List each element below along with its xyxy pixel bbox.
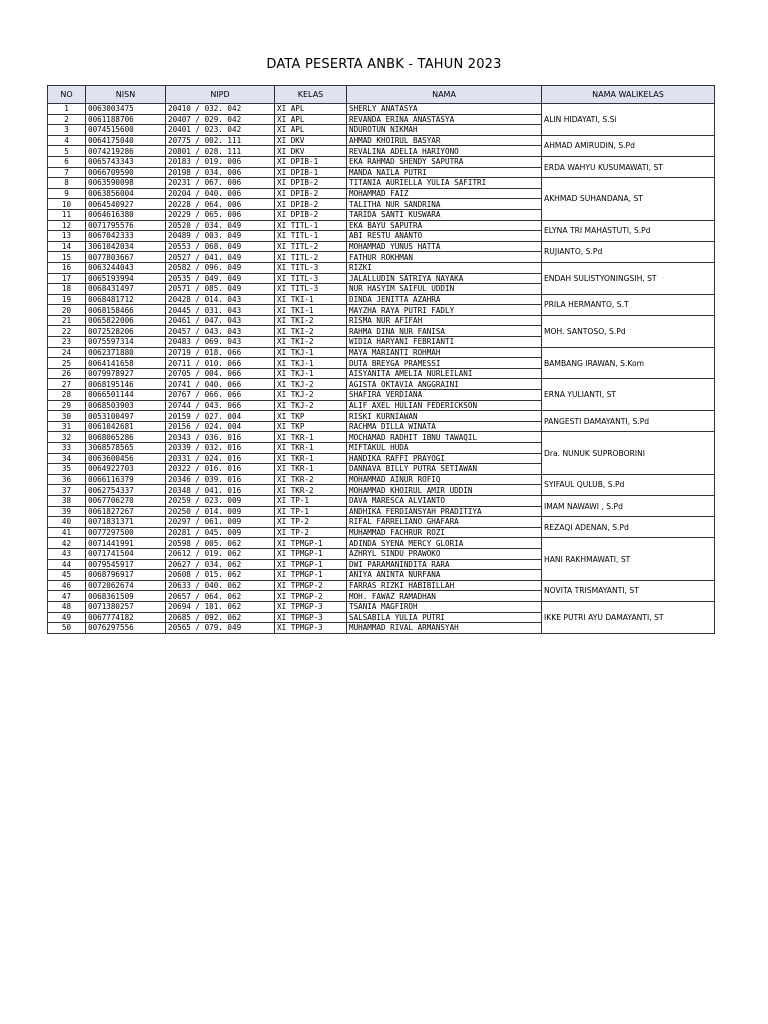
row-number: 50 bbox=[48, 623, 86, 634]
kelas-cell: XI TKI-1 bbox=[275, 305, 347, 316]
kelas-cell: XI TP-1 bbox=[275, 495, 347, 506]
nisn-cell: 0064922703 bbox=[86, 464, 166, 475]
nisn-cell: 0063244043 bbox=[86, 262, 166, 273]
nisn-cell: 0071441991 bbox=[86, 538, 166, 549]
kelas-cell: XI DPIB-2 bbox=[275, 209, 347, 220]
kelas-cell: XI TITL-3 bbox=[275, 262, 347, 273]
walikelas-cell: ALIN HIDAYATI, S.Si bbox=[542, 104, 715, 136]
row-number: 10 bbox=[48, 199, 86, 210]
nipd-cell: 20339 / 032. 016 bbox=[166, 443, 275, 454]
nisn-cell: 0067706270 bbox=[86, 495, 166, 506]
nama-cell: RISKI KURNIAWAN bbox=[347, 411, 542, 422]
row-number: 25 bbox=[48, 358, 86, 369]
row-number: 15 bbox=[48, 252, 86, 263]
kelas-cell: XI DKV bbox=[275, 135, 347, 146]
header-walikelas: NAMA WALIKELAS bbox=[542, 86, 715, 104]
nisn-cell: 0061827267 bbox=[86, 506, 166, 517]
row-number: 4 bbox=[48, 135, 86, 146]
walikelas-cell: ERNA YULIANTI, ST bbox=[542, 379, 715, 411]
nama-cell: HANDIKA RAFFI PRAYOGI bbox=[347, 453, 542, 464]
table-row bbox=[48, 580, 715, 591]
nipd-cell: 20297 / 061. 009 bbox=[166, 517, 275, 528]
kelas-cell: XI TITL-2 bbox=[275, 252, 347, 263]
nama-cell: DAVA MARESCA ALVIANTO bbox=[347, 495, 542, 506]
table-body bbox=[48, 104, 715, 634]
nama-cell: MIFTAKUL HUDA bbox=[347, 443, 542, 454]
nama-cell: TSANIA MAGFIROH bbox=[347, 601, 542, 612]
kelas-cell: XI TKJ-2 bbox=[275, 390, 347, 401]
row-number: 35 bbox=[48, 464, 86, 475]
walikelas-cell: RUJIANTO, S.Pd bbox=[542, 241, 715, 262]
nisn-cell: 0071795576 bbox=[86, 220, 166, 231]
nisn-cell: 0072528206 bbox=[86, 326, 166, 337]
nisn-cell: 0064175040 bbox=[86, 135, 166, 146]
row-number: 3 bbox=[48, 125, 86, 136]
nipd-cell: 20520 / 034. 049 bbox=[166, 220, 275, 231]
nipd-cell: 20608 / 015. 062 bbox=[166, 570, 275, 581]
nisn-cell: 0068065286 bbox=[86, 432, 166, 443]
walikelas-cell: SYIFAUL QULUB, S.Pd bbox=[542, 474, 715, 495]
header-nisn: NISN bbox=[86, 86, 166, 104]
nisn-cell: 0072062674 bbox=[86, 580, 166, 591]
kelas-cell: XI TKI-1 bbox=[275, 294, 347, 305]
nipd-cell: 20582 / 096. 049 bbox=[166, 262, 275, 273]
row-number: 42 bbox=[48, 538, 86, 549]
nipd-cell: 20348 / 041. 016 bbox=[166, 485, 275, 496]
row-number: 23 bbox=[48, 337, 86, 348]
nisn-cell: 0061042681 bbox=[86, 421, 166, 432]
nipd-cell: 20231 / 067. 006 bbox=[166, 178, 275, 189]
kelas-cell: XI TKJ-2 bbox=[275, 400, 347, 411]
nama-cell: RAHMA DINA NUR FANISA bbox=[347, 326, 542, 337]
row-number: 22 bbox=[48, 326, 86, 337]
nisn-cell: 0064616380 bbox=[86, 209, 166, 220]
nama-cell: TITANIA AURIELLA YULIA SAFITRI bbox=[347, 178, 542, 189]
kelas-cell: XI TP-1 bbox=[275, 506, 347, 517]
table-row bbox=[48, 538, 715, 549]
kelas-cell: XI TITL-3 bbox=[275, 273, 347, 284]
nipd-cell: 20612 / 019. 062 bbox=[166, 548, 275, 559]
row-number: 37 bbox=[48, 485, 86, 496]
row-number: 26 bbox=[48, 368, 86, 379]
kelas-cell: XI DPIB-2 bbox=[275, 199, 347, 210]
table-row bbox=[48, 474, 715, 485]
kelas-cell: XI TKR-1 bbox=[275, 443, 347, 454]
nisn-cell: 0065822006 bbox=[86, 315, 166, 326]
nama-cell: RISMA NUR AFIFAH bbox=[347, 315, 542, 326]
page-title: DATA PESERTA ANBK - TAHUN 2023 bbox=[266, 57, 502, 72]
nipd-cell: 20711 / 010. 066 bbox=[166, 358, 275, 369]
header-kelas: KELAS bbox=[275, 86, 347, 104]
kelas-cell: XI TKR-1 bbox=[275, 432, 347, 443]
participant-table bbox=[47, 85, 715, 634]
nisn-cell: 0075597314 bbox=[86, 337, 166, 348]
kelas-cell: XI APL bbox=[275, 125, 347, 136]
row-number: 18 bbox=[48, 284, 86, 295]
row-number: 21 bbox=[48, 315, 86, 326]
nama-cell: DWI PARAMANINDITA RARA bbox=[347, 559, 542, 570]
row-number: 19 bbox=[48, 294, 86, 305]
nama-cell: MOCHAMAD RADHIT IBNU TAWAQIL bbox=[347, 432, 542, 443]
nama-cell: RIZKI bbox=[347, 262, 542, 273]
nama-cell: AHMAD KHOIRUL BASYAR bbox=[347, 135, 542, 146]
kelas-cell: XI TPMGP-1 bbox=[275, 570, 347, 581]
nipd-cell: 20553 / 068. 049 bbox=[166, 241, 275, 252]
row-number: 30 bbox=[48, 411, 86, 422]
nisn-cell: 0066501144 bbox=[86, 390, 166, 401]
walikelas-cell: AHMAD AMIRUDIN, S.Pd bbox=[542, 135, 715, 156]
nipd-cell: 20183 / 019. 006 bbox=[166, 156, 275, 167]
nisn-cell: 0079978927 bbox=[86, 368, 166, 379]
nisn-cell: 0066116379 bbox=[86, 474, 166, 485]
kelas-cell: XI TPMGP-1 bbox=[275, 538, 347, 549]
row-number: 9 bbox=[48, 188, 86, 199]
nipd-cell: 20565 / 079. 049 bbox=[166, 623, 275, 634]
table-row bbox=[48, 495, 715, 506]
kelas-cell: XI DPIB-2 bbox=[275, 188, 347, 199]
nipd-cell: 20457 / 043. 043 bbox=[166, 326, 275, 337]
nama-cell: MAYA MARIANTI ROHMAH bbox=[347, 347, 542, 358]
nisn-cell: 0068195146 bbox=[86, 379, 166, 390]
nisn-cell: 0068796917 bbox=[86, 570, 166, 581]
row-number: 16 bbox=[48, 262, 86, 273]
nama-cell: AGISTA OKTAVIA ANGGRAINI bbox=[347, 379, 542, 390]
table-row bbox=[48, 178, 715, 189]
row-number: 34 bbox=[48, 453, 86, 464]
table-row bbox=[48, 241, 715, 252]
kelas-cell: XI TKR-2 bbox=[275, 474, 347, 485]
kelas-cell: XI TP-2 bbox=[275, 527, 347, 538]
table-row bbox=[48, 220, 715, 231]
nisn-cell: 0068503903 bbox=[86, 400, 166, 411]
nisn-cell: 0064141658 bbox=[86, 358, 166, 369]
nipd-cell: 20775 / 002. 111 bbox=[166, 135, 275, 146]
nipd-cell: 20483 / 069. 043 bbox=[166, 337, 275, 348]
header-nama: NAMA bbox=[347, 86, 542, 104]
kelas-cell: XI TKR-1 bbox=[275, 453, 347, 464]
row-number: 1 bbox=[48, 104, 86, 115]
nama-cell: FATHUR ROKHMAN bbox=[347, 252, 542, 263]
row-number: 29 bbox=[48, 400, 86, 411]
nipd-cell: 20657 / 064. 062 bbox=[166, 591, 275, 602]
nipd-cell: 20445 / 031. 043 bbox=[166, 305, 275, 316]
row-number: 47 bbox=[48, 591, 86, 602]
kelas-cell: XI TKR-1 bbox=[275, 464, 347, 475]
nama-cell: MOHAMMAD YUNUS HATTA bbox=[347, 241, 542, 252]
nipd-cell: 20685 / 092. 062 bbox=[166, 612, 275, 623]
kelas-cell: XI DPIB-1 bbox=[275, 156, 347, 167]
walikelas-cell: PRILA HERMANTO, S.T bbox=[542, 294, 715, 315]
row-number: 45 bbox=[48, 570, 86, 581]
row-number: 17 bbox=[48, 273, 86, 284]
nama-cell: NUR HASYIM SAIFUL UDDIN bbox=[347, 284, 542, 295]
table-row bbox=[48, 379, 715, 390]
row-number: 41 bbox=[48, 527, 86, 538]
nipd-cell: 20741 / 040. 066 bbox=[166, 379, 275, 390]
nama-cell: JALALLUDIN SATRIYA NAYAKA bbox=[347, 273, 542, 284]
nisn-cell: 0077297500 bbox=[86, 527, 166, 538]
row-number: 6 bbox=[48, 156, 86, 167]
row-number: 48 bbox=[48, 601, 86, 612]
row-number: 24 bbox=[48, 347, 86, 358]
nisn-cell: 3068578565 bbox=[86, 443, 166, 454]
nama-cell: ABI RESTU ANANTO bbox=[347, 231, 542, 242]
nisn-cell: 0063600456 bbox=[86, 453, 166, 464]
nama-cell: SHAFIRA VERDIANA bbox=[347, 390, 542, 401]
nisn-cell: 0061188706 bbox=[86, 114, 166, 125]
kelas-cell: XI DKV bbox=[275, 146, 347, 157]
nipd-cell: 20461 / 047. 043 bbox=[166, 315, 275, 326]
nisn-cell: 3061042034 bbox=[86, 241, 166, 252]
nipd-cell: 20571 / 085. 049 bbox=[166, 284, 275, 295]
nisn-cell: 0065193994 bbox=[86, 273, 166, 284]
nama-cell: TALITHA NUR SANDRINA bbox=[347, 199, 542, 210]
row-number: 32 bbox=[48, 432, 86, 443]
nisn-cell: 0063856004 bbox=[86, 188, 166, 199]
row-number: 31 bbox=[48, 421, 86, 432]
walikelas-cell: MOH. SANTOSO, S.Pd bbox=[542, 315, 715, 347]
nisn-cell: 0076297556 bbox=[86, 623, 166, 634]
nipd-cell: 20744 / 043. 066 bbox=[166, 400, 275, 411]
nipd-cell: 20204 / 040. 006 bbox=[166, 188, 275, 199]
row-number: 43 bbox=[48, 548, 86, 559]
kelas-cell: XI TKP bbox=[275, 411, 347, 422]
nipd-cell: 20322 / 016. 016 bbox=[166, 464, 275, 475]
nisn-cell: 0068361509 bbox=[86, 591, 166, 602]
nama-cell: AISYANITA AMELIA NURLEILANI bbox=[347, 368, 542, 379]
row-number: 28 bbox=[48, 390, 86, 401]
kelas-cell: XI TITL-1 bbox=[275, 220, 347, 231]
kelas-cell: XI TKJ-2 bbox=[275, 379, 347, 390]
row-number: 46 bbox=[48, 580, 86, 591]
nama-cell: MOHAMMAD FAIZ bbox=[347, 188, 542, 199]
nama-cell: SHERLY ANATASYA bbox=[347, 104, 542, 115]
kelas-cell: XI TKI-2 bbox=[275, 326, 347, 337]
nisn-cell: 0068481712 bbox=[86, 294, 166, 305]
kelas-cell: XI DPIB-1 bbox=[275, 167, 347, 178]
nisn-cell: 0067774182 bbox=[86, 612, 166, 623]
nama-cell: NDUROTUN NIKMAH bbox=[347, 125, 542, 136]
nipd-cell: 20331 / 024. 016 bbox=[166, 453, 275, 464]
nisn-cell: 0071741504 bbox=[86, 548, 166, 559]
nama-cell: ADINDA SYENA MERCY GLORIA bbox=[347, 538, 542, 549]
row-number: 44 bbox=[48, 559, 86, 570]
table-row bbox=[48, 294, 715, 305]
table-row bbox=[48, 601, 715, 612]
nama-cell: RACHMA DILLA WINATA bbox=[347, 421, 542, 432]
kelas-cell: XI TITL-3 bbox=[275, 284, 347, 295]
nisn-cell: 0077803667 bbox=[86, 252, 166, 263]
walikelas-cell: BAMBANG IRAWAN, S.Kom bbox=[542, 347, 715, 379]
nipd-cell: 20228 / 064. 006 bbox=[166, 199, 275, 210]
nipd-cell: 20159 / 027. 004 bbox=[166, 411, 275, 422]
walikelas-cell: ELYNA TRI MAHASTUTI, S.Pd bbox=[542, 220, 715, 241]
nipd-cell: 20428 / 014. 043 bbox=[166, 294, 275, 305]
nipd-cell: 20343 / 036. 016 bbox=[166, 432, 275, 443]
nipd-cell: 20627 / 034. 062 bbox=[166, 559, 275, 570]
row-number: 38 bbox=[48, 495, 86, 506]
nipd-cell: 20598 / 005. 062 bbox=[166, 538, 275, 549]
nisn-cell: 0062371880 bbox=[86, 347, 166, 358]
kelas-cell: XI TKR-2 bbox=[275, 485, 347, 496]
kelas-cell: XI APL bbox=[275, 104, 347, 115]
row-number: 13 bbox=[48, 231, 86, 242]
row-number: 12 bbox=[48, 220, 86, 231]
walikelas-cell: REZAQI ADENAN, S.Pd bbox=[542, 517, 715, 538]
table-row bbox=[48, 156, 715, 167]
walikelas-cell: HANI RAKHMAWATI, ST bbox=[542, 538, 715, 580]
header-nipd: NIPD bbox=[166, 86, 275, 104]
nipd-cell: 20535 / 049. 049 bbox=[166, 273, 275, 284]
nisn-cell: 0068158466 bbox=[86, 305, 166, 316]
nama-cell: REVANDA ERINA ANASTASYA bbox=[347, 114, 542, 125]
walikelas-cell: IKKE PUTRI AYU DAMAYANTI, ST bbox=[542, 601, 715, 633]
nipd-cell: 20346 / 039. 016 bbox=[166, 474, 275, 485]
row-number: 5 bbox=[48, 146, 86, 157]
walikelas-cell: Dra. NUNUK SUPROBORINI bbox=[542, 432, 715, 474]
nipd-cell: 20489 / 003. 049 bbox=[166, 231, 275, 242]
nipd-cell: 20767 / 066. 066 bbox=[166, 390, 275, 401]
row-number: 2 bbox=[48, 114, 86, 125]
nipd-cell: 20198 / 034. 006 bbox=[166, 167, 275, 178]
nama-cell: MUHAMMAD FACHRUR ROZI bbox=[347, 527, 542, 538]
nipd-cell: 20694 / 101. 062 bbox=[166, 601, 275, 612]
nipd-cell: 20527 / 041. 049 bbox=[166, 252, 275, 263]
kelas-cell: XI TKI-2 bbox=[275, 315, 347, 326]
nama-cell: ANDHIKA FERDIANSYAH PRADITIYA bbox=[347, 506, 542, 517]
table-row bbox=[48, 262, 715, 273]
kelas-cell: XI TPMGP-1 bbox=[275, 548, 347, 559]
nama-cell: AZHRYL SINDU PRAWOKO bbox=[347, 548, 542, 559]
table-header-row bbox=[48, 86, 715, 104]
nama-cell: MAYZHA RAYA PUTRI FADLY bbox=[347, 305, 542, 316]
row-number: 36 bbox=[48, 474, 86, 485]
nipd-cell: 20229 / 065. 006 bbox=[166, 209, 275, 220]
nama-cell: FARRAS RIZKI HABIBILLAH bbox=[347, 580, 542, 591]
nama-cell: SALSABILA YULIA PUTRI bbox=[347, 612, 542, 623]
nisn-cell: 0065743343 bbox=[86, 156, 166, 167]
walikelas-cell: AKHMAD SUHANDANA, ST bbox=[542, 178, 715, 220]
nisn-cell: 0071380257 bbox=[86, 601, 166, 612]
kelas-cell: XI TPMGP-3 bbox=[275, 601, 347, 612]
kelas-cell: XI TKJ-1 bbox=[275, 347, 347, 358]
nama-cell: REVALINA ADELIA HARIYONO bbox=[347, 146, 542, 157]
nama-cell: DINDA JENITTA AZAHRA bbox=[347, 294, 542, 305]
nisn-cell: 0063590098 bbox=[86, 178, 166, 189]
nipd-cell: 20401 / 023. 042 bbox=[166, 125, 275, 136]
nisn-cell: 0053100497 bbox=[86, 411, 166, 422]
kelas-cell: XI TPMGP-3 bbox=[275, 612, 347, 623]
nisn-cell: 0062754337 bbox=[86, 485, 166, 496]
kelas-cell: XI TITL-1 bbox=[275, 231, 347, 242]
nipd-cell: 20259 / 023. 009 bbox=[166, 495, 275, 506]
nipd-cell: 20156 / 024. 004 bbox=[166, 421, 275, 432]
row-number: 40 bbox=[48, 517, 86, 528]
nama-cell: RIFAL FARRELIANO GHAFARA bbox=[347, 517, 542, 528]
nisn-cell: 0064540927 bbox=[86, 199, 166, 210]
nisn-cell: 0068431497 bbox=[86, 284, 166, 295]
row-number: 11 bbox=[48, 209, 86, 220]
nama-cell: MUHAMMAD RIVAL ARMANSYAH bbox=[347, 623, 542, 634]
nisn-cell: 0063003475 bbox=[86, 104, 166, 115]
nama-cell: MANDA NAILA PUTRI bbox=[347, 167, 542, 178]
kelas-cell: XI TKI-2 bbox=[275, 337, 347, 348]
nisn-cell: 0074515600 bbox=[86, 125, 166, 136]
kelas-cell: XI TPMGP-2 bbox=[275, 591, 347, 602]
kelas-cell: XI TKP bbox=[275, 421, 347, 432]
table-row bbox=[48, 411, 715, 422]
row-number: 27 bbox=[48, 379, 86, 390]
table-row bbox=[48, 315, 715, 326]
nama-cell: EKA RAHMAD SHENDY SAPUTRA bbox=[347, 156, 542, 167]
table-row bbox=[48, 135, 715, 146]
kelas-cell: XI TKJ-1 bbox=[275, 368, 347, 379]
kelas-cell: XI TKJ-1 bbox=[275, 358, 347, 369]
nama-cell: ANIYA ANINTA NURFANA bbox=[347, 570, 542, 581]
nipd-cell: 20281 / 045. 009 bbox=[166, 527, 275, 538]
row-number: 7 bbox=[48, 167, 86, 178]
nipd-cell: 20633 / 040. 062 bbox=[166, 580, 275, 591]
nama-cell: WIDIA HARYANI FEBRIANTI bbox=[347, 337, 542, 348]
kelas-cell: XI TITL-2 bbox=[275, 241, 347, 252]
nama-cell: DUTA BREYGA PRAMESSI bbox=[347, 358, 542, 369]
nama-cell: MOHAMMAD KHOIRUL AMIR UDDIN bbox=[347, 485, 542, 496]
walikelas-cell: ERDA WAHYU KUSUMAWATI, ST bbox=[542, 156, 715, 177]
nipd-cell: 20410 / 032. 042 bbox=[166, 104, 275, 115]
nama-cell: DANNAVA BILLY PUTRA SETIAWAN bbox=[347, 464, 542, 475]
nama-cell: MOHAMMAD AINUR ROFIQ bbox=[347, 474, 542, 485]
walikelas-cell: ENDAH SULISTYONINGSIH, ST bbox=[542, 262, 715, 294]
kelas-cell: XI DPIB-2 bbox=[275, 178, 347, 189]
nisn-cell: 0066709590 bbox=[86, 167, 166, 178]
nisn-cell: 0067042333 bbox=[86, 231, 166, 242]
nipd-cell: 20801 / 028. 111 bbox=[166, 146, 275, 157]
row-number: 14 bbox=[48, 241, 86, 252]
header-no: NO bbox=[48, 86, 86, 104]
kelas-cell: XI TPMGP-2 bbox=[275, 580, 347, 591]
nisn-cell: 0074219286 bbox=[86, 146, 166, 157]
walikelas-cell: PANGESTI DAMAYANTI, S.Pd bbox=[542, 411, 715, 432]
kelas-cell: XI TPMGP-3 bbox=[275, 623, 347, 634]
nama-cell: MOH. FAWAZ RAMADHAN bbox=[347, 591, 542, 602]
table-row bbox=[48, 347, 715, 358]
walikelas-cell: IMAM NAWAWI , S.Pd bbox=[542, 495, 715, 516]
nisn-cell: 0079545917 bbox=[86, 559, 166, 570]
nipd-cell: 20705 / 004. 066 bbox=[166, 368, 275, 379]
table-row bbox=[48, 517, 715, 528]
kelas-cell: XI TP-2 bbox=[275, 517, 347, 528]
nama-cell: ALIF AXEL HULIAN FEDERICKSON bbox=[347, 400, 542, 411]
nama-cell: EKA BAYU SAPUTRA bbox=[347, 220, 542, 231]
nisn-cell: 0071831371 bbox=[86, 517, 166, 528]
row-number: 33 bbox=[48, 443, 86, 454]
row-number: 49 bbox=[48, 612, 86, 623]
table-row bbox=[48, 104, 715, 115]
row-number: 8 bbox=[48, 178, 86, 189]
table-row bbox=[48, 432, 715, 443]
nipd-cell: 20719 / 018. 066 bbox=[166, 347, 275, 358]
nama-cell: TARIDA SANTI KUSWARA bbox=[347, 209, 542, 220]
nipd-cell: 20250 / 014. 009 bbox=[166, 506, 275, 517]
kelas-cell: XI TPMGP-1 bbox=[275, 559, 347, 570]
row-number: 39 bbox=[48, 506, 86, 517]
walikelas-cell: NOVITA TRISMAYANTI, ST bbox=[542, 580, 715, 601]
nipd-cell: 20407 / 029. 042 bbox=[166, 114, 275, 125]
row-number: 20 bbox=[48, 305, 86, 316]
kelas-cell: XI APL bbox=[275, 114, 347, 125]
